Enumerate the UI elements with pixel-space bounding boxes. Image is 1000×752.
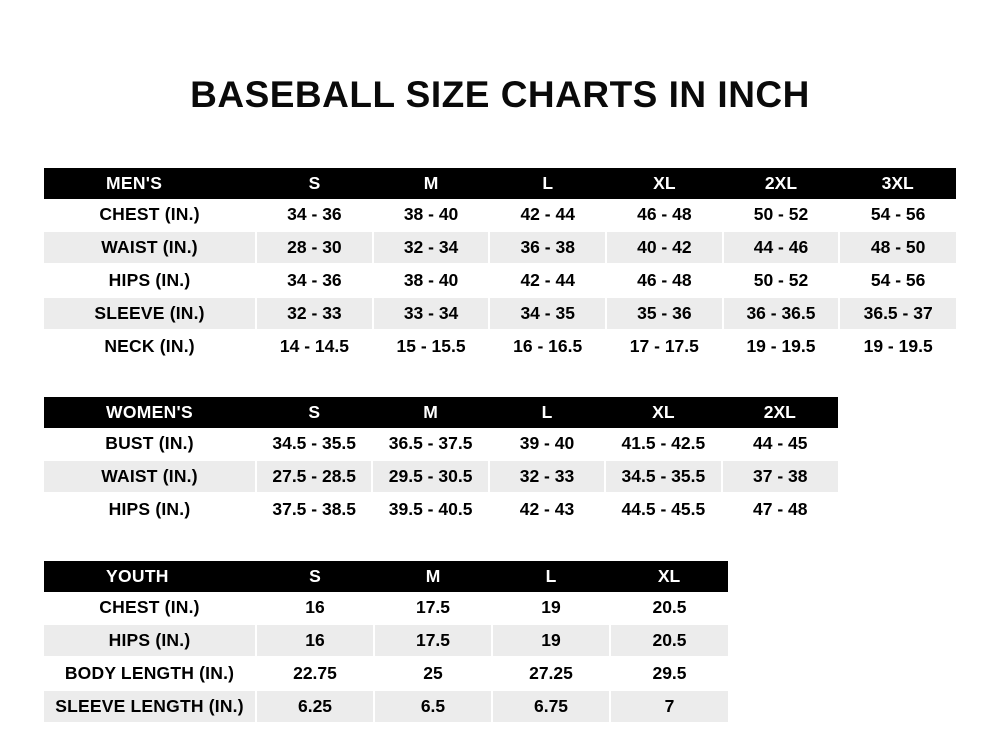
cell: 6.25 xyxy=(256,690,374,723)
cell: 39.5 - 40.5 xyxy=(372,493,488,526)
cell: 40 - 42 xyxy=(606,231,723,264)
row-label: HIPS (IN.) xyxy=(44,264,256,297)
cell: 32 - 33 xyxy=(256,297,373,330)
row-label: BODY LENGTH (IN.) xyxy=(44,657,256,690)
cell: 44.5 - 45.5 xyxy=(605,493,721,526)
cell: 33 - 34 xyxy=(373,297,490,330)
cell: 28 - 30 xyxy=(256,231,373,264)
table-row xyxy=(44,592,728,624)
youth-size-header-m: M xyxy=(374,561,492,592)
cell: 20.5 xyxy=(610,624,728,657)
table-row xyxy=(44,199,956,231)
row-label: SLEEVE LENGTH (IN.) xyxy=(44,690,256,723)
womens-size-header-l: L xyxy=(489,397,605,428)
mens-size-header-3xl: 3XL xyxy=(839,168,956,199)
cell: 29.5 xyxy=(610,657,728,690)
table-header-row xyxy=(44,561,728,592)
page-title: BASEBALL SIZE CHARTS IN INCH xyxy=(190,74,810,115)
womens-size-header-m: M xyxy=(372,397,488,428)
cell: 44 - 46 xyxy=(723,231,840,264)
cell: 46 - 48 xyxy=(606,199,723,231)
cell: 15 - 15.5 xyxy=(373,330,490,363)
cell: 35 - 36 xyxy=(606,297,723,330)
cell: 19 - 19.5 xyxy=(839,330,956,363)
cell: 34 - 36 xyxy=(256,199,373,231)
table-row xyxy=(44,657,728,690)
row-label: HIPS (IN.) xyxy=(44,624,256,657)
womens-table-wrapper xyxy=(44,397,956,527)
cell: 54 - 56 xyxy=(839,264,956,297)
row-label: HIPS (IN.) xyxy=(44,493,256,526)
table-header-row xyxy=(44,168,956,199)
cell: 36.5 - 37.5 xyxy=(372,428,488,460)
youth-size-header-xl: XL xyxy=(610,561,728,592)
table-row xyxy=(44,460,838,493)
cell: 17.5 xyxy=(374,624,492,657)
cell: 44 - 45 xyxy=(722,428,838,460)
row-label: CHEST (IN.) xyxy=(44,592,256,624)
table-row xyxy=(44,231,956,264)
womens-size-header-xl: XL xyxy=(605,397,721,428)
cell: 17 - 17.5 xyxy=(606,330,723,363)
cell: 16 xyxy=(256,624,374,657)
row-label: NECK (IN.) xyxy=(44,330,256,363)
cell: 32 - 33 xyxy=(489,460,605,493)
mens-size-header-2xl: 2XL xyxy=(723,168,840,199)
cell: 38 - 40 xyxy=(373,264,490,297)
cell: 39 - 40 xyxy=(489,428,605,460)
womens-size-table xyxy=(44,397,838,527)
womens-size-header-2xl: 2XL xyxy=(722,397,838,428)
table-row xyxy=(44,493,838,526)
row-label: WAIST (IN.) xyxy=(44,460,256,493)
cell: 37.5 - 38.5 xyxy=(256,493,372,526)
youth-header-label: YOUTH xyxy=(44,561,256,592)
mens-size-header-xl: XL xyxy=(606,168,723,199)
table-row xyxy=(44,330,956,363)
cell: 36 - 36.5 xyxy=(723,297,840,330)
cell: 16 xyxy=(256,592,374,624)
cell: 16 - 16.5 xyxy=(489,330,606,363)
mens-size-header-m: M xyxy=(373,168,490,199)
table-row xyxy=(44,690,728,723)
cell: 32 - 34 xyxy=(373,231,490,264)
cell: 19 xyxy=(492,592,610,624)
cell: 29.5 - 30.5 xyxy=(372,460,488,493)
cell: 25 xyxy=(374,657,492,690)
cell: 38 - 40 xyxy=(373,199,490,231)
womens-size-header-s: S xyxy=(256,397,372,428)
mens-size-table xyxy=(44,168,956,364)
cell: 6.5 xyxy=(374,690,492,723)
mens-header-label: MEN'S xyxy=(44,168,256,199)
cell: 34.5 - 35.5 xyxy=(256,428,372,460)
cell: 46 - 48 xyxy=(606,264,723,297)
table-row xyxy=(44,297,956,330)
cell: 36.5 - 37 xyxy=(839,297,956,330)
womens-header-label: WOMEN'S xyxy=(44,397,256,428)
cell: 42 - 44 xyxy=(489,199,606,231)
cell: 19 - 19.5 xyxy=(723,330,840,363)
size-tables-container xyxy=(0,168,1000,724)
mens-size-header-s: S xyxy=(256,168,373,199)
cell: 50 - 52 xyxy=(723,264,840,297)
cell: 36 - 38 xyxy=(489,231,606,264)
row-label: CHEST (IN.) xyxy=(44,199,256,231)
cell: 27.5 - 28.5 xyxy=(256,460,372,493)
row-label: SLEEVE (IN.) xyxy=(44,297,256,330)
row-label: WAIST (IN.) xyxy=(44,231,256,264)
row-label: BUST (IN.) xyxy=(44,428,256,460)
cell: 20.5 xyxy=(610,592,728,624)
cell: 47 - 48 xyxy=(722,493,838,526)
cell: 7 xyxy=(610,690,728,723)
cell: 34 - 35 xyxy=(489,297,606,330)
cell: 6.75 xyxy=(492,690,610,723)
cell: 50 - 52 xyxy=(723,199,840,231)
table-row xyxy=(44,264,956,297)
mens-size-header-l: L xyxy=(489,168,606,199)
cell: 42 - 43 xyxy=(489,493,605,526)
table-row xyxy=(44,428,838,460)
cell: 54 - 56 xyxy=(839,199,956,231)
cell: 34.5 - 35.5 xyxy=(605,460,721,493)
cell: 22.75 xyxy=(256,657,374,690)
cell: 27.25 xyxy=(492,657,610,690)
youth-size-table xyxy=(44,561,728,724)
cell: 41.5 - 42.5 xyxy=(605,428,721,460)
cell: 34 - 36 xyxy=(256,264,373,297)
youth-size-header-l: L xyxy=(492,561,610,592)
cell: 48 - 50 xyxy=(839,231,956,264)
cell: 37 - 38 xyxy=(722,460,838,493)
table-row xyxy=(44,624,728,657)
table-header-row xyxy=(44,397,838,428)
youth-table-wrapper xyxy=(44,561,956,724)
cell: 14 - 14.5 xyxy=(256,330,373,363)
cell: 19 xyxy=(492,624,610,657)
cell: 42 - 44 xyxy=(489,264,606,297)
youth-size-header-s: S xyxy=(256,561,374,592)
mens-table-wrapper xyxy=(44,168,956,364)
cell: 17.5 xyxy=(374,592,492,624)
